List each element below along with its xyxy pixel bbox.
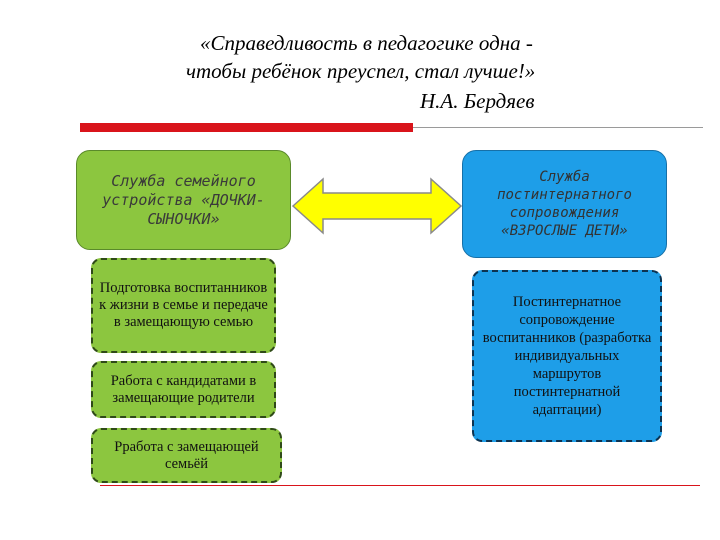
left-service-item-3 [91,428,282,483]
family-placement-service-box [76,150,291,250]
left-service-item-2-text: Работа с кандидатами в замещающие родители [110,372,257,406]
left-service-item-3-text: Рработа с замещающей семьёй [114,438,259,472]
left-service-item-1-text: Подготовка воспитанников к жизни в семье и передаче в замещающую семью [99,280,268,330]
post-care-service-title: Служба постинтернатного сопровождения «ВЗРОСЛЫЕ ДЕТИ» [497,169,632,239]
bottom-divider-line [100,485,700,486]
post-care-service-box [462,150,667,258]
quote-author: Н.А. Бердяев [420,89,535,113]
red-divider-bar [80,123,413,132]
double-arrow-icon [291,176,463,236]
family-placement-service-title: Служба семейного устройства «ДОЧКИ-СЫНОЧКИ» [102,171,265,228]
left-service-item-2 [91,361,276,418]
post-care-description-text: Постинтернатное сопровождение воспитанников (разработка индивидуальных маршрутов постинтернатной адаптации) [482,294,652,418]
gray-divider-line [413,127,703,128]
quote-line-2: чтобы ребёнок преуспел, стал лучше!» [186,59,536,83]
quote-line-1: «Справедливость в педагогике одна - [200,31,533,55]
left-service-item-1 [91,258,276,353]
post-care-description-box [472,270,662,442]
